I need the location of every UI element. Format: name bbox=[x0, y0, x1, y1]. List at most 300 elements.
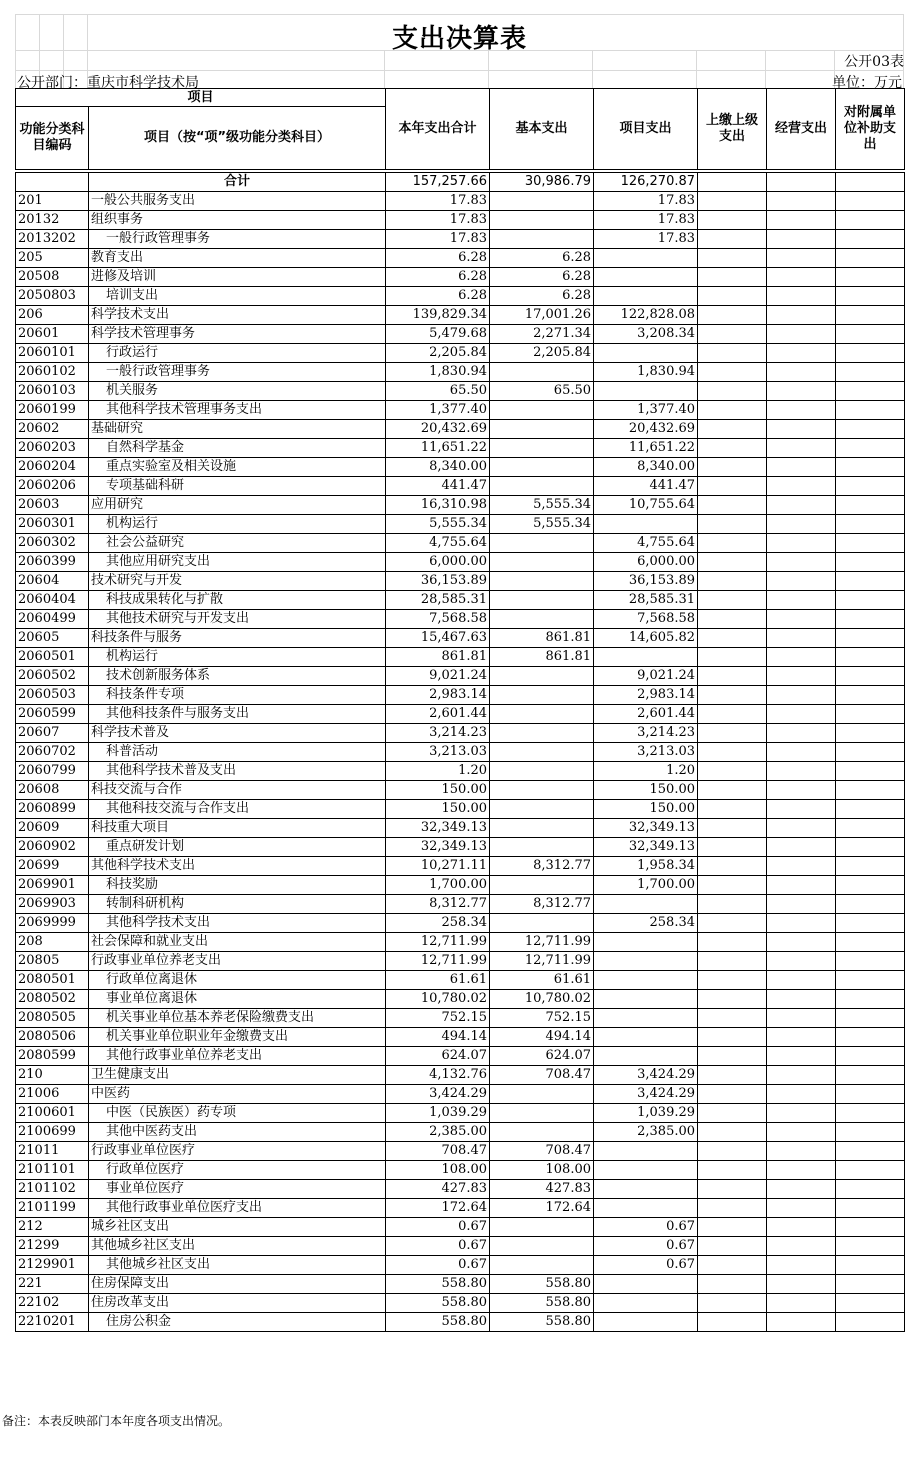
row-business bbox=[767, 1066, 836, 1085]
table-row bbox=[16, 1294, 905, 1313]
header-business: 经营支出 bbox=[767, 89, 836, 170]
row-business bbox=[767, 648, 836, 667]
row-subsidy bbox=[836, 819, 905, 838]
row-business bbox=[767, 876, 836, 895]
row-subsidy bbox=[836, 667, 905, 686]
row-code: 206 bbox=[16, 306, 89, 325]
row-project bbox=[594, 1275, 698, 1294]
row-subsidy bbox=[836, 610, 905, 629]
row-total: 3,214.23 bbox=[386, 724, 490, 743]
table-row bbox=[16, 781, 905, 800]
row-name: 技术研究与开发 bbox=[89, 572, 386, 591]
row-name: 其他技术研究与开发支出 bbox=[89, 610, 386, 629]
table-row bbox=[16, 952, 905, 971]
row-name: 事业单位离退休 bbox=[89, 990, 386, 1009]
row-basic bbox=[490, 458, 594, 477]
row-upper bbox=[698, 439, 767, 458]
row-name: 其他科技条件与服务支出 bbox=[89, 705, 386, 724]
row-code: 20602 bbox=[16, 420, 89, 439]
row-basic: 108.00 bbox=[490, 1161, 594, 1180]
row-subsidy bbox=[836, 1085, 905, 1104]
row-code: 2060499 bbox=[16, 610, 89, 629]
row-upper bbox=[698, 572, 767, 591]
row-subsidy bbox=[836, 1142, 905, 1161]
row-basic: 558.80 bbox=[490, 1294, 594, 1313]
row-project: 11,651.22 bbox=[594, 439, 698, 458]
row-name: 其他城乡社区支出 bbox=[89, 1237, 386, 1256]
row-project: 17.83 bbox=[594, 230, 698, 249]
row-name: 其他科技交流与合作支出 bbox=[89, 800, 386, 819]
row-project: 0.67 bbox=[594, 1256, 698, 1275]
row-name: 其他中医药支出 bbox=[89, 1123, 386, 1142]
row-upper bbox=[698, 1161, 767, 1180]
row-code: 210 bbox=[16, 1066, 89, 1085]
row-basic: 172.64 bbox=[490, 1199, 594, 1218]
row-total: 139,829.34 bbox=[386, 306, 490, 325]
total-label: 合计 bbox=[89, 173, 386, 192]
row-subsidy bbox=[836, 781, 905, 800]
row-basic bbox=[490, 705, 594, 724]
row-total: 441.47 bbox=[386, 477, 490, 496]
row-subsidy bbox=[836, 192, 905, 211]
row-subsidy bbox=[836, 705, 905, 724]
row-total: 8,312.77 bbox=[386, 895, 490, 914]
row-total: 8,340.00 bbox=[386, 458, 490, 477]
row-code: 212 bbox=[16, 1218, 89, 1237]
table-row bbox=[16, 1047, 905, 1066]
row-project: 17.83 bbox=[594, 211, 698, 230]
table-row bbox=[16, 838, 905, 857]
row-subsidy bbox=[836, 363, 905, 382]
row-business bbox=[767, 610, 836, 629]
row-upper bbox=[698, 1123, 767, 1142]
table-row bbox=[16, 458, 905, 477]
row-code: 2101101 bbox=[16, 1161, 89, 1180]
row-business bbox=[767, 572, 836, 591]
table-row bbox=[16, 1085, 905, 1104]
row-upper bbox=[698, 724, 767, 743]
row-business bbox=[767, 496, 836, 515]
row-name: 卫生健康支出 bbox=[89, 1066, 386, 1085]
total-business bbox=[767, 173, 836, 192]
row-name: 其他科学技术普及支出 bbox=[89, 762, 386, 781]
row-code: 2060103 bbox=[16, 382, 89, 401]
row-business bbox=[767, 952, 836, 971]
row-business bbox=[767, 515, 836, 534]
row-subsidy bbox=[836, 439, 905, 458]
row-subsidy bbox=[836, 306, 905, 325]
row-upper bbox=[698, 458, 767, 477]
total-upper bbox=[698, 173, 767, 192]
row-code: 20609 bbox=[16, 819, 89, 838]
row-total: 12,711.99 bbox=[386, 952, 490, 971]
row-total: 65.50 bbox=[386, 382, 490, 401]
row-upper bbox=[698, 1009, 767, 1028]
row-project bbox=[594, 1313, 698, 1332]
row-code: 2060199 bbox=[16, 401, 89, 420]
row-project: 8,340.00 bbox=[594, 458, 698, 477]
row-project: 6,000.00 bbox=[594, 553, 698, 572]
row-business bbox=[767, 895, 836, 914]
row-total: 17.83 bbox=[386, 211, 490, 230]
row-project: 36,153.89 bbox=[594, 572, 698, 591]
row-name: 机关事业单位职业年金缴费支出 bbox=[89, 1028, 386, 1047]
row-code: 20508 bbox=[16, 268, 89, 287]
row-project: 1,958.34 bbox=[594, 857, 698, 876]
row-subsidy bbox=[836, 1237, 905, 1256]
row-code: 20132 bbox=[16, 211, 89, 230]
row-total: 558.80 bbox=[386, 1313, 490, 1332]
table-row bbox=[16, 268, 905, 287]
row-code: 2060203 bbox=[16, 439, 89, 458]
row-upper bbox=[698, 819, 767, 838]
row-name: 科学技术普及 bbox=[89, 724, 386, 743]
row-project bbox=[594, 382, 698, 401]
row-total: 5,479.68 bbox=[386, 325, 490, 344]
row-name: 住房改革支出 bbox=[89, 1294, 386, 1313]
row-name: 行政事业单位养老支出 bbox=[89, 952, 386, 971]
row-business bbox=[767, 591, 836, 610]
row-name: 科普活动 bbox=[89, 743, 386, 762]
row-business bbox=[767, 1199, 836, 1218]
table-row bbox=[16, 192, 905, 211]
table-row bbox=[16, 629, 905, 648]
row-name: 机关服务 bbox=[89, 382, 386, 401]
row-basic bbox=[490, 1123, 594, 1142]
table-row bbox=[16, 230, 905, 249]
row-total: 150.00 bbox=[386, 781, 490, 800]
row-upper bbox=[698, 1294, 767, 1313]
row-upper bbox=[698, 933, 767, 952]
row-subsidy bbox=[836, 268, 905, 287]
table-row bbox=[16, 895, 905, 914]
row-upper bbox=[698, 781, 767, 800]
header-subsidy: 对附属单位补助支出 bbox=[836, 89, 905, 170]
row-upper bbox=[698, 1237, 767, 1256]
header-name: 项目（按“项”级功能分类科目） bbox=[89, 107, 386, 170]
row-upper bbox=[698, 610, 767, 629]
row-basic bbox=[490, 876, 594, 895]
row-upper bbox=[698, 857, 767, 876]
row-business bbox=[767, 857, 836, 876]
row-total: 172.64 bbox=[386, 1199, 490, 1218]
row-upper bbox=[698, 192, 767, 211]
row-code: 2101102 bbox=[16, 1180, 89, 1199]
row-subsidy bbox=[836, 211, 905, 230]
row-code: 21006 bbox=[16, 1085, 89, 1104]
table-row bbox=[16, 325, 905, 344]
row-basic bbox=[490, 1218, 594, 1237]
row-subsidy bbox=[836, 591, 905, 610]
row-subsidy bbox=[836, 857, 905, 876]
row-total: 36,153.89 bbox=[386, 572, 490, 591]
row-basic bbox=[490, 572, 594, 591]
row-project bbox=[594, 1009, 698, 1028]
table-row bbox=[16, 1123, 905, 1142]
row-business bbox=[767, 477, 836, 496]
row-name: 科学技术管理事务 bbox=[89, 325, 386, 344]
row-code: 2100699 bbox=[16, 1123, 89, 1142]
row-name: 机构运行 bbox=[89, 648, 386, 667]
row-upper bbox=[698, 705, 767, 724]
row-name: 一般行政管理事务 bbox=[89, 363, 386, 382]
row-basic bbox=[490, 477, 594, 496]
row-project: 3,213.03 bbox=[594, 743, 698, 762]
row-basic bbox=[490, 800, 594, 819]
row-project: 1,700.00 bbox=[594, 876, 698, 895]
row-project bbox=[594, 971, 698, 990]
table-row bbox=[16, 591, 905, 610]
row-code: 20603 bbox=[16, 496, 89, 515]
row-project bbox=[594, 952, 698, 971]
row-total: 10,780.02 bbox=[386, 990, 490, 1009]
row-name: 组织事务 bbox=[89, 211, 386, 230]
row-total: 6.28 bbox=[386, 287, 490, 306]
table-row bbox=[16, 363, 905, 382]
row-upper bbox=[698, 211, 767, 230]
row-code: 2013202 bbox=[16, 230, 89, 249]
row-business bbox=[767, 211, 836, 230]
table-row bbox=[16, 1180, 905, 1199]
table-row bbox=[16, 439, 905, 458]
row-basic bbox=[490, 401, 594, 420]
table-row bbox=[16, 762, 905, 781]
row-project: 258.34 bbox=[594, 914, 698, 933]
row-project: 3,214.23 bbox=[594, 724, 698, 743]
row-subsidy bbox=[836, 990, 905, 1009]
row-project bbox=[594, 1028, 698, 1047]
row-basic bbox=[490, 420, 594, 439]
table-row bbox=[16, 553, 905, 572]
table-row bbox=[16, 287, 905, 306]
row-basic: 6.28 bbox=[490, 287, 594, 306]
row-project: 17.83 bbox=[594, 192, 698, 211]
row-subsidy bbox=[836, 1161, 905, 1180]
row-subsidy bbox=[836, 249, 905, 268]
row-total: 0.67 bbox=[386, 1218, 490, 1237]
row-basic bbox=[490, 1237, 594, 1256]
row-upper bbox=[698, 1275, 767, 1294]
row-basic bbox=[490, 363, 594, 382]
row-total: 558.80 bbox=[386, 1294, 490, 1313]
row-name: 培训支出 bbox=[89, 287, 386, 306]
table-row bbox=[16, 1256, 905, 1275]
table-row bbox=[16, 1028, 905, 1047]
row-name: 其他科学技术支出 bbox=[89, 857, 386, 876]
row-subsidy bbox=[836, 895, 905, 914]
table-row bbox=[16, 610, 905, 629]
row-upper bbox=[698, 895, 767, 914]
row-subsidy bbox=[836, 344, 905, 363]
row-project bbox=[594, 249, 698, 268]
row-project: 122,828.08 bbox=[594, 306, 698, 325]
row-upper bbox=[698, 629, 767, 648]
row-business bbox=[767, 1180, 836, 1199]
row-code: 20805 bbox=[16, 952, 89, 971]
row-subsidy bbox=[836, 515, 905, 534]
row-name: 自然科学基金 bbox=[89, 439, 386, 458]
row-project: 0.67 bbox=[594, 1218, 698, 1237]
row-total: 11,651.22 bbox=[386, 439, 490, 458]
row-project: 150.00 bbox=[594, 800, 698, 819]
row-name: 科技成果转化与扩散 bbox=[89, 591, 386, 610]
row-basic: 558.80 bbox=[490, 1313, 594, 1332]
row-business bbox=[767, 762, 836, 781]
row-project: 9,021.24 bbox=[594, 667, 698, 686]
row-total: 1,039.29 bbox=[386, 1104, 490, 1123]
row-basic bbox=[490, 230, 594, 249]
row-basic: 494.14 bbox=[490, 1028, 594, 1047]
row-upper bbox=[698, 1066, 767, 1085]
row-business bbox=[767, 629, 836, 648]
row-code: 2069903 bbox=[16, 895, 89, 914]
row-total: 16,310.98 bbox=[386, 496, 490, 515]
row-name: 中医（民族医）药专项 bbox=[89, 1104, 386, 1123]
row-name: 其他行政事业单位医疗支出 bbox=[89, 1199, 386, 1218]
row-basic: 5,555.34 bbox=[490, 515, 594, 534]
row-code: 2060902 bbox=[16, 838, 89, 857]
row-project: 2,983.14 bbox=[594, 686, 698, 705]
row-project bbox=[594, 1199, 698, 1218]
row-total: 2,983.14 bbox=[386, 686, 490, 705]
row-business bbox=[767, 1256, 836, 1275]
row-upper bbox=[698, 287, 767, 306]
row-subsidy bbox=[836, 458, 905, 477]
row-total: 0.67 bbox=[386, 1256, 490, 1275]
row-total: 2,385.00 bbox=[386, 1123, 490, 1142]
table-row bbox=[16, 800, 905, 819]
row-upper bbox=[698, 496, 767, 515]
table-row bbox=[16, 667, 905, 686]
row-business bbox=[767, 1294, 836, 1313]
table-row bbox=[16, 344, 905, 363]
row-code: 20699 bbox=[16, 857, 89, 876]
table-row bbox=[16, 1009, 905, 1028]
row-subsidy bbox=[836, 1313, 905, 1332]
row-subsidy bbox=[836, 477, 905, 496]
row-project bbox=[594, 268, 698, 287]
table-row bbox=[16, 1218, 905, 1237]
row-subsidy bbox=[836, 230, 905, 249]
total-amount: 157,257.66 bbox=[386, 173, 490, 192]
row-business bbox=[767, 838, 836, 857]
row-subsidy bbox=[836, 1275, 905, 1294]
row-total: 6,000.00 bbox=[386, 553, 490, 572]
row-name: 住房保障支出 bbox=[89, 1275, 386, 1294]
row-basic bbox=[490, 553, 594, 572]
table-row bbox=[16, 420, 905, 439]
table-row bbox=[16, 990, 905, 1009]
row-code: 2060101 bbox=[16, 344, 89, 363]
table-row bbox=[16, 724, 905, 743]
row-upper bbox=[698, 971, 767, 990]
row-subsidy bbox=[836, 971, 905, 990]
row-business bbox=[767, 800, 836, 819]
row-business bbox=[767, 344, 836, 363]
row-total: 0.67 bbox=[386, 1237, 490, 1256]
row-subsidy bbox=[836, 534, 905, 553]
row-project: 7,568.58 bbox=[594, 610, 698, 629]
row-business bbox=[767, 933, 836, 952]
row-name: 社会保障和就业支出 bbox=[89, 933, 386, 952]
table-row bbox=[16, 686, 905, 705]
row-business bbox=[767, 667, 836, 686]
row-business bbox=[767, 268, 836, 287]
table-row bbox=[16, 1142, 905, 1161]
row-business bbox=[767, 971, 836, 990]
row-project: 2,385.00 bbox=[594, 1123, 698, 1142]
row-code: 205 bbox=[16, 249, 89, 268]
row-name: 专项基础科研 bbox=[89, 477, 386, 496]
row-total: 2,601.44 bbox=[386, 705, 490, 724]
row-total: 17.83 bbox=[386, 230, 490, 249]
row-name: 科技条件与服务 bbox=[89, 629, 386, 648]
row-business bbox=[767, 705, 836, 724]
row-business bbox=[767, 1123, 836, 1142]
row-upper bbox=[698, 1180, 767, 1199]
row-code: 2060301 bbox=[16, 515, 89, 534]
row-project bbox=[594, 895, 698, 914]
row-basic: 12,711.99 bbox=[490, 933, 594, 952]
row-business bbox=[767, 1009, 836, 1028]
row-basic: 5,555.34 bbox=[490, 496, 594, 515]
row-business bbox=[767, 192, 836, 211]
row-project: 3,424.29 bbox=[594, 1066, 698, 1085]
row-subsidy bbox=[836, 496, 905, 515]
row-upper bbox=[698, 363, 767, 382]
table-row bbox=[16, 515, 905, 534]
row-subsidy bbox=[836, 1256, 905, 1275]
row-total: 3,213.03 bbox=[386, 743, 490, 762]
row-project: 3,208.34 bbox=[594, 325, 698, 344]
row-code: 2080506 bbox=[16, 1028, 89, 1047]
row-basic: 6.28 bbox=[490, 249, 594, 268]
row-project: 0.67 bbox=[594, 1237, 698, 1256]
row-name: 行政单位离退休 bbox=[89, 971, 386, 990]
row-upper bbox=[698, 382, 767, 401]
row-business bbox=[767, 401, 836, 420]
row-upper bbox=[698, 762, 767, 781]
row-total: 6.28 bbox=[386, 268, 490, 287]
row-basic: 6.28 bbox=[490, 268, 594, 287]
row-upper bbox=[698, 743, 767, 762]
total-row bbox=[16, 173, 905, 192]
row-business bbox=[767, 363, 836, 382]
row-business bbox=[767, 781, 836, 800]
row-code: 2050803 bbox=[16, 287, 89, 306]
row-basic bbox=[490, 667, 594, 686]
total-subsidy bbox=[836, 173, 905, 192]
row-project bbox=[594, 1294, 698, 1313]
row-project: 1,039.29 bbox=[594, 1104, 698, 1123]
row-basic bbox=[490, 591, 594, 610]
row-total: 1,830.94 bbox=[386, 363, 490, 382]
row-code: 2060399 bbox=[16, 553, 89, 572]
row-basic: 2,271.34 bbox=[490, 325, 594, 344]
row-upper bbox=[698, 838, 767, 857]
row-project: 1.20 bbox=[594, 762, 698, 781]
row-upper bbox=[698, 1028, 767, 1047]
row-code: 2080599 bbox=[16, 1047, 89, 1066]
row-name: 事业单位医疗 bbox=[89, 1180, 386, 1199]
row-total: 7,568.58 bbox=[386, 610, 490, 629]
header-project-exp: 项目支出 bbox=[594, 89, 698, 170]
row-code: 2080505 bbox=[16, 1009, 89, 1028]
row-code: 2060302 bbox=[16, 534, 89, 553]
row-total: 1.20 bbox=[386, 762, 490, 781]
row-subsidy bbox=[836, 648, 905, 667]
table-row bbox=[16, 933, 905, 952]
